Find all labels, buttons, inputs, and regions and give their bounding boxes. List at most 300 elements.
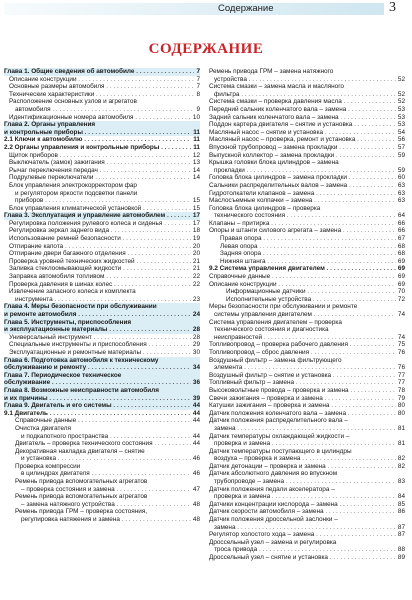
toc-entry [209,372,405,380]
toc-entry-title: Воздушный фильтр – замена фильтрующего [209,356,342,364]
toc-entry [4,152,200,160]
toc-entry [209,539,405,547]
toc-entry-title: и установка . . . [4,455,200,463]
toc-entry [4,341,200,349]
toc-entry-title: Выключатель (замок) зажигания . . . [4,159,200,167]
toc-entry-page: 81 [397,440,405,448]
toc-entry-page: 69 [397,257,405,265]
toc-entry-page: 67 [397,235,405,243]
toc-entry-title: Сальники распределительных валов – замена . . . [209,182,405,190]
toc-entry-title: Глава 5. Инструменты, приспособления [4,318,132,326]
toc-chapter-entry [4,364,200,372]
toc-entry-page: 7 [196,68,200,75]
toc-chapter-entry [4,357,200,365]
toc-entry-title: Исполнительные устройства . . . [209,296,405,304]
toc-entry-title: замена . . . [209,425,405,433]
toc-entry [209,402,405,410]
toc-entry [209,159,405,167]
toc-chapter-entry [4,379,200,387]
toc-entry-page: 7 [196,83,200,91]
toc-entry-page: 11 [193,143,200,151]
toc-entry-title: Щиток приборов . . . [4,152,200,160]
toc-entry [209,379,405,387]
toc-entry-page: 54 [397,128,405,136]
toc-entry-title: Ремень привода ГРМ – замена натяжного [209,68,334,75]
toc-entry-title: Дроссельный узел – замена и регулировка [209,538,337,546]
toc-entry [4,455,200,463]
toc-entry-title: Крышка головки блока цилиндров – замена [209,159,339,167]
toc-entry [4,106,200,114]
toc-entry-page: 59 [397,166,405,174]
toc-entry-page: 47 [192,485,200,493]
toc-entry-page: 18 [192,227,200,235]
toc-entry [209,220,405,228]
toc-entry [4,167,200,175]
toc-entry-title: Описание конструкции . . . [4,76,200,84]
toc-entry-title: Регулировка зеркал заднего вида . . . [4,227,200,235]
toc-entry-title: 2.2 Органы управления и контрольные приборы . . . [4,144,200,152]
toc-entry-page: 83 [397,478,405,486]
toc-entry-page: 69 [397,265,405,273]
toc-entry [209,501,405,509]
toc-entry-title: Поддон картера двигателя – снятие и установка . . . [209,121,405,129]
toc-entry-title: Отпирание двери багажного отделения . . . [4,250,200,258]
toc-entry-page: 11 [193,136,200,144]
toc-entry-title: Двигатель – проверка технического состояния . . . [4,440,200,448]
toc-entry-page: 21 [192,257,200,265]
toc-entry-page: 74 [397,311,405,318]
toc-entry-title: в цилиндрах двигателя . . . [4,470,200,478]
toc-entry-page: 66 [397,227,405,235]
toc-entry [209,546,405,554]
toc-entry-title: Передний сальник коленчатого вала – замена . . . [209,106,405,114]
toc-entry-title: Дроссельный узел – снятие и установка . . . [209,554,405,562]
toc-entry-page: 69 [397,273,405,281]
toc-entry-title: – замена натяжного устройства . . . [4,501,200,509]
toc-chapter-entry [4,144,200,152]
toc-entry [4,273,200,281]
toc-entry-title: Проверка давления в шинах колес . . . [4,281,200,289]
toc-entry-title: и контрольные приборы . . . [4,129,200,137]
toc-entry-title: Датчик положения распределительного вала – [209,417,348,425]
toc-entry-title: обслуживанию и ремонту . . . [4,364,200,372]
toc-entry-title: воздуха – проверка и замена . . . [209,455,405,463]
toc-entry [4,501,200,509]
toc-entry [209,334,405,342]
toc-entry [4,159,200,167]
toc-entry-page: 36 [192,379,200,387]
toc-entry-page: 14 [192,174,200,182]
toc-chapter-entry [4,387,200,395]
toc-entry-title: устройства . . . [209,76,405,84]
toc-entry-page: 30 [192,348,200,356]
toc-entry-page: 87 [397,523,405,531]
toc-entry-page: 48 [192,500,200,508]
toc-entry-title: Топливный фильтр – замена . . . [209,379,405,387]
toc-entry-title: 9.2 Система управления двигателем . . . [209,265,405,273]
toc-entry [4,288,200,296]
toc-entry-title: Информационные датчики . . . [209,288,405,296]
toc-entry-page: 44 [192,440,200,448]
toc-entry [209,433,405,441]
toc-entry-title: и ремонте автомобиля . . . [4,311,200,319]
toc-entry [209,524,405,532]
toc-entry-page: 17 [192,212,200,220]
header-title: Содержание [218,3,274,14]
toc-entry-title: Датчик положения коленчатого вала – замена . . . [209,410,405,418]
toc-entry-page: 48 [192,516,200,524]
toc-entry-page: 74 [397,333,405,341]
toc-entry [209,319,405,327]
toc-entry [4,243,200,251]
toc-entry [4,197,200,205]
toc-entry-title: Заливка стеклоомывающей жидкости . . . [4,265,200,273]
toc-entry-page: 17 [192,219,200,227]
toc-chapter-entry [4,129,200,137]
toc-entry [4,334,200,342]
toc-entry-title: Декоративная накладка двигателя – снятие [15,447,145,455]
toc-entry [209,182,405,190]
toc-entry-title: проверка и замена . . . [209,493,405,501]
toc-entry-page: 20 [192,250,200,258]
toc-entry-title: Левая опора . . . [209,243,405,251]
toc-entry-page: 85 [397,500,405,508]
toc-entry-page: 63 [397,197,405,205]
toc-entry [209,190,405,198]
toc-entry-page: 76 [397,364,405,372]
toc-entry-page: 23 [192,295,200,303]
toc-entry-title: Эксплуатационные и ремонтные материалы . . . [4,349,200,357]
toc-entry [4,190,200,198]
toc-entry-page: 82 [397,455,405,463]
toc-chapter-entry [4,212,200,220]
toc-entry-page: 9 [196,105,200,113]
toc-entry-title: неисправностей . . . [209,334,405,342]
toc-entry-title: приборов . . . [4,197,200,205]
toc-entry-page: 78 [397,386,405,394]
toc-entry [4,448,200,456]
toc-entry-title: технического состояния . . . [209,212,405,220]
toc-entry-page: 64 [397,212,405,220]
toc-entry-title: Идентификационные номера автомобиля . . . [4,114,200,122]
toc-entry-page: 81 [397,424,405,432]
toc-entry-page: 21 [192,265,200,273]
toc-entry [4,296,200,304]
toc-entry [209,205,405,213]
toc-entry-title: Высоковольтные провода – проверка и замена . . . [209,387,405,395]
toc-entry-title: Расположение основных узлов и агрегатов [9,98,137,106]
toc-entry-page: 66 [397,219,405,227]
toc-entry [4,220,200,228]
toc-entry [209,387,405,395]
toc-entry-page: 28 [192,326,200,334]
toc-entry [209,91,405,99]
toc-entry [209,531,405,539]
toc-entry-title: Глава 6. Подготовка автомобиля к техническому [4,356,159,364]
toc-entry-page: 12 [192,151,200,159]
toc-entry-title: Специальные инструменты и приспособления . . . [4,341,200,349]
toc-entry-title: 9.1 Двигатель . . . [4,410,200,418]
toc-entry [209,417,405,425]
toc-entry-title: и регулятором яркости подсветки панели [15,189,138,197]
toc-entry-title: Основные размеры автомобиля . . . [4,83,200,91]
toc-entry-page: 15 [192,197,200,205]
toc-entry-page: 34 [192,364,200,372]
toc-entry-title: Задний сальник коленчатого вала – замена . . . [209,114,405,122]
toc-entry-title: Датчик абсолютного давления во впускном [209,470,338,478]
toc-entry-page: 7 [196,75,200,83]
toc-entry-page: 29 [192,341,200,349]
toc-entry-page: 82 [397,462,405,470]
toc-entry-title: замена . . . [209,524,405,532]
toc-entry-page: 76 [397,348,405,356]
toc-entry [209,288,405,296]
toc-entry-title: Датчик положения педали акселератора – [209,485,335,493]
toc-entry [209,106,405,114]
toc-entry [209,508,405,516]
toc-entry [4,235,200,243]
toc-entry [209,440,405,448]
toc-entry [209,554,405,562]
toc-entry [4,508,200,516]
toc-entry-title: Описание конструкции . . . [209,281,405,289]
toc-entry-page: 87 [397,531,405,539]
toc-entry [4,440,200,448]
toc-entry-title: Ремень привода вспомогательных агрегатов [15,493,148,501]
toc-entry-title: Топливопровод – сброс давления . . . [209,349,405,357]
toc-entry-title: Впускной трубопровод – замена прокладки . . . [209,144,405,152]
toc-entry-page: 44 [192,432,200,440]
toc-entry-title: Система смазки – замена масла и масляного [209,83,344,91]
toc-entry-title: Регулировка положения рулевого колеса и сиденья . . . [4,220,200,228]
toc-entry [4,516,200,524]
toc-entry-title: обслуживание . . . [4,379,200,387]
toc-entry [4,470,200,478]
toc-entry-title: Датчик температуры охлаждающей жидкости – [209,432,350,440]
toc-entry-title: Глава 3. Эксплуатация и управление автомобилем . . . [4,212,200,220]
toc-entry-page: 19 [192,235,200,243]
toc-chapter-entry [4,303,200,311]
toc-entry [4,281,200,289]
toc-entry-title: Головка блока цилиндров – проверка [209,204,321,212]
toc-entry [209,152,405,160]
toc-entry-title: Отпирание капота . . . [4,243,200,251]
toc-entry-page: 44 [192,409,200,417]
toc-entry-page: 80 [397,402,405,410]
toc-entry-title: Блок управления климатической установкой . . . [4,205,200,213]
toc-entry [209,448,405,456]
toc-entry-page: 52 [397,90,405,98]
toc-entry [4,227,200,235]
toc-entry-title: технического состояния и диагностика [214,326,329,334]
toc-entry [209,114,405,122]
toc-entry-page: 8 [196,90,200,98]
toc-entry [209,410,405,418]
toc-entry-title: Катушки зажигания – проверка и замена . . . [209,402,405,410]
toc-entry [4,417,200,425]
toc-entry-title: Датчик детонации – проверка и замена . . . [209,463,405,471]
toc-entry-title: элемента . . . [209,364,405,372]
toc-entry-title: Использование ремней безопасности . . . [4,235,200,243]
toc-entry [209,76,405,84]
toc-entry [209,425,405,433]
toc-entry [4,182,200,190]
toc-entry-page: 68 [397,242,405,250]
toc-entry [209,121,405,129]
toc-entry-page: 46 [192,470,200,478]
toc-entry-page: 44 [192,417,200,425]
toc-entry [209,470,405,478]
toc-entry-page: 53 [397,113,405,121]
toc-entry [209,235,405,243]
toc-entry-title: Глава 2. Органы управления [4,121,96,129]
toc-entry-page: 53 [397,121,405,129]
toc-entry-title: Масляный насос – проверка, ремонт и установка . . . [209,136,405,144]
toc-entry [4,76,200,84]
toc-entry-title: Система смазки – проверка давления масла . . . [209,98,405,106]
toc-entry-title: Глава 8. Возможные неисправности автомобиля [4,386,159,394]
toc-entry [209,83,405,91]
toc-entry [209,243,405,251]
toc-entry-title: 2.1 Ключи к автомобилю . . . [4,136,200,144]
toc-entry-title: фильтра . . . [209,91,405,99]
toc-entry [4,265,200,273]
toc-entry-page: 56 [397,136,405,144]
toc-entry [209,167,405,175]
page-number: 3 [389,0,396,15]
toc-entry [209,174,405,182]
toc-entry-page: 46 [192,455,200,463]
toc-entry-page: 80 [397,409,405,417]
toc-entry-title: Датчик скорости автомобиля – замена . . . [209,508,405,516]
toc-chapter-entry [4,410,200,418]
toc-entry-title: Воздушный фильтр – снятие и установка . . . [209,372,405,380]
toc-entry [209,129,405,137]
toc-entry-page: 22 [192,280,200,288]
toc-entry-title: Задняя опора . . . [209,250,405,258]
toc-entry-title: Система управления двигателем – проверка [209,318,342,326]
toc-entry-title: Ремень привода вспомогательных агрегатов [15,478,148,486]
toc-entry [4,493,200,501]
toc-entry [209,364,405,372]
toc-entry-page: 68 [397,250,405,258]
toc-chapter-entry [4,319,200,327]
toc-entry [209,463,405,471]
toc-entry [209,250,405,258]
toc-entry-title: Глава 7. Периодическое техническое [4,371,122,379]
toc-entry-page: 53 [397,105,405,113]
toc-entry-title: проверка и замена . . . [209,440,405,448]
toc-entry-page: 24 [192,311,200,318]
toc-entry-title: инструмента . . . [4,296,200,304]
toc-entry-title: Гидротолкатели клапанов – замена . . . [209,190,405,198]
toc-entry-page: 22 [192,273,200,281]
toc-chapter-entry [4,372,200,380]
toc-entry-page: 69 [397,280,405,288]
toc-entry-title: Датчик положения дроссельной заслонки – [209,516,338,524]
toc-entry-title: регулировка натяжения и замена . . . [4,516,200,524]
toc-entry [209,455,405,463]
toc-entry-title: Технические характеристики . . . [4,91,200,99]
toc-entry-title: Проверка компрессии [15,462,81,470]
toc-entry [209,281,405,289]
toc-entry-title: Нижняя штанга . . . [209,258,405,266]
toc-entry-page: 39 [192,394,200,402]
toc-entry-title: Глава 9. Двигатель и его системы . . . [4,402,200,410]
toc-entry-title: Глава 1. Общие сведения об автомобиле . . . [4,68,200,76]
toc-entry [4,425,200,433]
toc-entry-page: 13 [192,159,200,167]
toc-entry-page: 11 [193,128,200,136]
toc-entry-title: Блок управления электрокорректором фар [9,181,137,189]
toc-entry-title: Правая опора . . . [209,235,405,243]
toc-entry-page: 57 [397,143,405,151]
toc-chapter-entry [4,136,200,144]
toc-entry-title: и эксплуатационные материалы . . . [4,326,200,334]
toc-entry [4,114,200,122]
toc-entry-title: Датчики концентрации кислорода – замена . . . [209,501,405,509]
toc-entry-title: Рычаг переключения передач . . . [4,167,200,175]
toc-entry [209,258,405,266]
toc-left-column [4,68,200,524]
toc-entry [4,174,200,182]
toc-entry [4,91,200,99]
toc-entry-title: Свечи зажигания – проверка и замена . . . [209,395,405,403]
toc-entry [4,205,200,213]
toc-chapter-entry [4,402,200,410]
toc-entry-page: 86 [397,508,405,516]
toc-entry [209,273,405,281]
toc-entry [209,227,405,235]
toc-entry [209,478,405,486]
toc-entry-title: – проверка состояния и замена . . . [4,486,200,494]
toc-entry-title: Маслосъемные колпачки – замена . . . [209,197,405,205]
toc-entry [209,197,405,205]
toc-entry-title: Меры безопасности при обслуживании и ремонте [209,303,358,311]
toc-entry-title: Регулятор холостого хода – замена . . . [209,531,405,539]
toc-entry-title: автомобиля . . . [4,106,200,114]
toc-chapter-entry [4,311,200,319]
toc-entry [209,212,405,220]
toc-entry-title: прокладки . . . [209,167,405,175]
toc-entry [209,326,405,334]
toc-entry-page: 52 [397,98,405,106]
toc-entry [4,349,200,357]
toc-chapter-entry [4,395,200,403]
toc-entry-title: Клапаны – притирка . . . [209,220,405,228]
toc-entry-page: 28 [192,333,200,341]
toc-entry [209,144,405,152]
toc-entry-title: системы управления двигателем . . . [209,311,405,319]
toc-entry-page: 60 [397,174,405,182]
toc-entry-page: 70 [397,288,405,296]
toc-entry [209,486,405,494]
toc-entry [4,433,200,441]
toc-right-column [209,68,405,562]
toc-chapter-entry [4,326,200,334]
toc-entry [4,478,200,486]
toc-entry-title: Заправка автомобиля топливом . . . [4,273,200,281]
toc-entry [209,349,405,357]
toc-entry-title: Справочные данные . . . [209,273,405,281]
toc-entry-page: 75 [397,341,405,349]
toc-entry [4,98,200,106]
toc-entry-page: 14 [192,166,200,174]
toc-entry-title: Справочные данные . . . [4,417,200,425]
toc-entry-title: Извлечение запасного колеса и комплекта [9,288,136,296]
toc-entry-page: 79 [397,394,405,402]
toc-entry-page: 20 [192,242,200,250]
